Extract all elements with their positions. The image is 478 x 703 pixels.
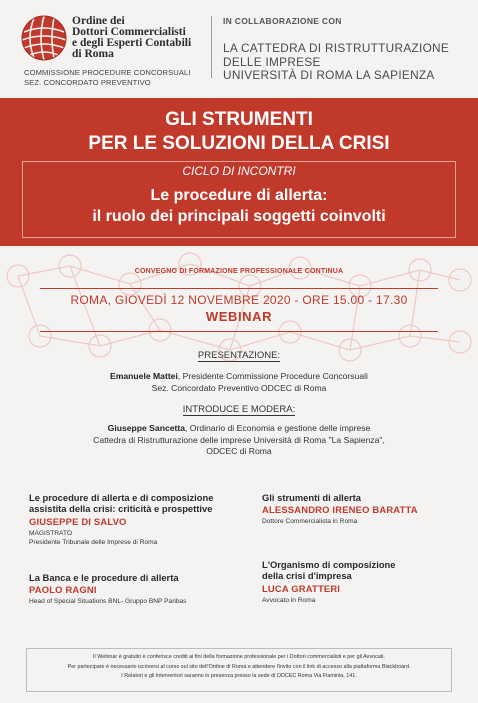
topic-line: Le procedure di allerta: [150, 187, 328, 204]
session-speaker-role [262, 517, 477, 527]
commission-line: SEZ. CONCORDATO PREVENTIVO [24, 77, 151, 87]
series-subtitle: CICLO DI INCONTRI [182, 164, 296, 178]
event-rule-top [40, 288, 438, 289]
org-name-line: Dottori Commercialisti [72, 26, 186, 38]
event-topic [0, 185, 478, 227]
session-speaker-role [262, 596, 477, 606]
moderation-label-text: INTRODUCE E MODERA: [182, 404, 296, 415]
moderator-role: , Ordinario di Economia e gestione delle imprese [185, 423, 371, 433]
session-title [29, 492, 244, 515]
header-divider [211, 16, 212, 78]
footer-note: I Relatori e gli Interventori saranno in presenza presso la sede di ODCEC Roma Via Flaminia, 141. [121, 673, 357, 679]
session-role-line: Presidente Tribunale delle Imprese di Roma [29, 539, 158, 547]
session-title-line: assistita della crisi: criticità e prospettive [29, 503, 213, 515]
session-speaker: PAOLO RAGNI [29, 584, 97, 596]
session-title-line: Gli strumenti di allerta [262, 492, 361, 503]
main-title-line: PER LE SOLUZIONI DELLA CRISI [88, 133, 390, 154]
collab-line: DELLE IMPRESE [223, 54, 321, 69]
session-speaker: LUCA GRATTERI [262, 582, 341, 594]
session-speaker-role [29, 597, 244, 607]
session-title [262, 559, 477, 582]
session-item [29, 572, 244, 607]
collab-organization [223, 42, 463, 83]
collab-label: IN COLLABORAZIONE CON [223, 16, 342, 26]
event-rule-bottom [40, 331, 438, 332]
moderator-role-line: Cattedra di Ristrutturazione delle imprese Università di Roma "La Sapienza", [93, 434, 385, 445]
collab-line: LA CATTEDRA DI RISTRUTTURAZIONE [223, 41, 450, 55]
presenter-name: Emanuele Mattei [110, 371, 178, 381]
session-speaker-role [29, 529, 244, 548]
flyer-header [0, 0, 478, 96]
org-name [72, 16, 207, 60]
session-title-line: L'Organismo di composizione [262, 559, 396, 570]
commission-line: COMMISSIONE PROCEDURE CONCORSUALI [24, 68, 191, 77]
session-title-line: Le procedure di allerta e di composizione [29, 492, 214, 503]
session-item [262, 492, 477, 527]
moderator-name: Giuseppe Sancetta [107, 423, 186, 433]
presentation-label-text: PRESENTAZIONE: [197, 350, 281, 361]
moderator [0, 423, 478, 458]
session-role-line: Dottore Commercialista in Roma [262, 518, 358, 526]
moderator-role-line: ODCEC di Roma [206, 446, 272, 456]
footer-note: Il Webinar è gratuito e conferisce crediti ai fini della formazione professionale per i Dottori commercialisti e per gli Avvocati. [93, 654, 385, 660]
session-title [29, 572, 244, 583]
moderation-label [0, 404, 478, 415]
session-title-line: della crisi d'impresa [262, 570, 352, 582]
footer-notes [26, 653, 452, 682]
event-datetime: ROMA, GIOVEDÌ 12 NOVEMBRE 2020 - ORE 15.00 - 17.30 [70, 293, 408, 307]
main-title-line: GLI STRUMENTI [165, 109, 313, 130]
session-role-line: Avvocato in Roma [262, 596, 316, 604]
event-type-label: CONVEGNO DI FORMAZIONE PROFESSIONALE CONTINUA [134, 268, 344, 275]
presenter-role-line: Sez. Concordato Preventivo ODCEC di Roma [151, 382, 327, 393]
event-format: WEBINAR [205, 309, 273, 324]
odcec-globe-logo [20, 14, 68, 62]
org-name-line: Ordine dei [72, 15, 125, 27]
topic-line: il ruolo dei principali soggetti coinvolti [92, 208, 386, 225]
session-speaker: GIUSEPPE DI SALVO [29, 515, 127, 527]
session-speaker: ALESSANDRO IRENEO BARATTA [262, 504, 418, 516]
session-item [29, 492, 244, 548]
footer-note: Per partecipare è necessario iscriversi al corso sul sito dell'Ordine di Roma e attendere l'invito con il link di accesso alla piattaforma Blackboard. [67, 663, 411, 670]
session-role-line: Head of Special Situations BNL- Gruppo BNP Paribas [29, 598, 187, 606]
session-role-line: MAGISTRATO [29, 529, 72, 537]
org-name-line: di Roma [72, 48, 114, 60]
org-name-line: e degli Esperti Contabili [72, 37, 192, 49]
session-title [262, 492, 477, 503]
session-title-line: La Banca e le procedure di allerta [29, 572, 179, 583]
session-item [262, 559, 477, 605]
collab-line: UNIVERSITÀ DI ROMA LA SAPIENZA [223, 68, 435, 82]
main-title [0, 108, 478, 156]
presentation-label [0, 350, 478, 361]
commission-label [24, 68, 204, 87]
presenter [0, 371, 478, 394]
presenter-role: , Presidente Commissione Procedure Concorsuali [177, 371, 368, 381]
